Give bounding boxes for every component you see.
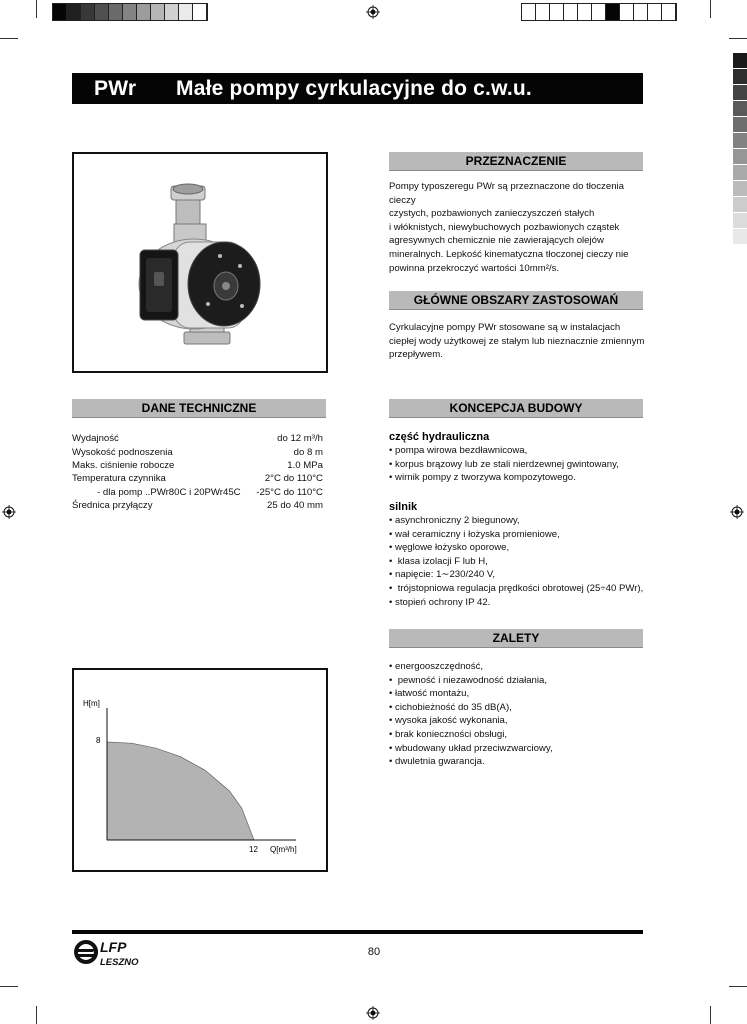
list-item: • wirnik pompy z tworzywa kompozytowego. bbox=[389, 471, 659, 485]
text-line: powinna przekroczyć wartości 10mm²/s. bbox=[389, 262, 560, 274]
list-item: • pewność i niezawodność działania, bbox=[389, 674, 649, 688]
list-item: • łatwość montażu, bbox=[389, 687, 649, 701]
spec-row bbox=[72, 499, 323, 513]
zalety-list bbox=[389, 660, 649, 769]
list-item: • wał ceramiczny i łożyska promieniowe, bbox=[389, 528, 659, 542]
spec-row bbox=[72, 486, 323, 500]
crop-mark bbox=[0, 986, 18, 987]
crop-mark bbox=[0, 38, 18, 39]
crop-mark bbox=[710, 0, 711, 18]
spec-value: do 8 m bbox=[293, 447, 323, 458]
section-heading-zastosowania: GŁÓWNE OBSZARY ZASTOSOWAŃ bbox=[389, 291, 643, 310]
spec-value: 25 do 40 mm bbox=[267, 500, 323, 511]
spec-label: Wydajność bbox=[72, 433, 119, 444]
x-tick-label: 12 bbox=[249, 845, 258, 854]
section-heading-dane-techniczne: DANE TECHNICZNE bbox=[72, 399, 326, 418]
y-tick-label: 8 bbox=[96, 736, 101, 745]
spec-value: 1.0 MPa bbox=[287, 460, 323, 471]
text-line: mineralnych. Lepkość kinematyczna tłoczonej cieczy nie bbox=[389, 248, 629, 260]
x-axis-label: Q[m³/h] bbox=[270, 845, 297, 854]
subheading-silnik: silnik bbox=[389, 501, 418, 513]
list-item: • cichobieżność do 35 dB(A), bbox=[389, 701, 649, 715]
list-item: • brak konieczności obsługi, bbox=[389, 728, 649, 742]
spec-value: 2°C do 110°C bbox=[264, 473, 323, 484]
section-heading-zalety: ZALETY bbox=[389, 629, 643, 648]
performance-chart bbox=[74, 670, 326, 870]
hydraulika-list bbox=[389, 444, 659, 485]
list-item: • korpus brązowy lub ze stali nierdzewnej gwintowany, bbox=[389, 458, 659, 472]
crop-mark bbox=[729, 38, 747, 39]
performance-area bbox=[107, 742, 254, 840]
text-line: ciepłej wody użytkowej ze stałym lub nieznacznie zmiennym bbox=[389, 335, 645, 347]
list-item: • stopień ochrony IP 42. bbox=[389, 596, 659, 610]
spec-value: do 12 m³/h bbox=[277, 433, 323, 444]
zastosowania-text bbox=[389, 321, 649, 362]
footer-rule bbox=[72, 930, 643, 934]
list-item: • węglowe łożysko oporowe, bbox=[389, 541, 659, 555]
list-item: • wbudowany układ przeciwzwarciowy, bbox=[389, 742, 649, 756]
crop-mark bbox=[729, 986, 747, 987]
page-number: 80 bbox=[367, 946, 381, 958]
registration-mark-icon bbox=[366, 1006, 380, 1020]
przeznaczenie-text bbox=[389, 180, 649, 275]
text-line: czystych, pozbawionych zanieczyszczeń stałych bbox=[389, 208, 595, 220]
series-code: PWr bbox=[94, 77, 137, 100]
list-item: • asynchroniczny 2 biegunowy, bbox=[389, 514, 659, 528]
text-line: przepływem. bbox=[389, 349, 443, 361]
spec-label: Wysokość podnoszenia bbox=[72, 447, 173, 458]
y-axis-label: H[m] bbox=[83, 699, 100, 708]
pump-image bbox=[74, 154, 326, 371]
text-line: i włóknistych, niewybuchowych pozbawionych cząstek bbox=[389, 221, 620, 233]
spec-row bbox=[72, 472, 323, 486]
performance-chart-frame bbox=[72, 668, 328, 872]
section-heading-przeznaczenie: PRZEZNACZENIE bbox=[389, 152, 643, 171]
crop-mark bbox=[36, 1006, 37, 1024]
color-calibration-bar-right bbox=[521, 3, 677, 21]
list-item: • wysoka jakość wykonania, bbox=[389, 714, 649, 728]
page-title-bar bbox=[72, 73, 643, 131]
logo-text-bottom: LESZNO bbox=[100, 957, 139, 968]
crop-mark bbox=[710, 1006, 711, 1024]
spec-label: Średnica przyłączy bbox=[72, 500, 153, 511]
spec-row bbox=[72, 459, 323, 473]
color-calibration-bar-left bbox=[52, 3, 208, 21]
list-item: • trójstopniowa regulacja prędkości obrotowej (25÷40 PWr), bbox=[389, 582, 659, 596]
company-logo bbox=[72, 937, 156, 969]
spec-label: Maks. ciśnienie robocze bbox=[72, 460, 175, 471]
list-item: • klasa izolacji F lub H, bbox=[389, 555, 659, 569]
spec-value: -25°C do 110°C bbox=[256, 487, 323, 498]
list-item: • dwuletnia gwarancja. bbox=[389, 755, 649, 769]
page-title: Małe pompy cyrkulacyjne do c.w.u. jednofazowe bbox=[176, 77, 532, 131]
text-line: Cyrkulacyjne pompy PWr stosowane są w instalacjach bbox=[389, 322, 621, 333]
logo-text-top: LFP bbox=[100, 939, 127, 955]
silnik-list bbox=[389, 514, 659, 609]
registration-mark-icon bbox=[2, 505, 16, 519]
list-item: • napięcie: 1∼230/240 V, bbox=[389, 568, 659, 582]
text-line: agresywnych chemicznie nie zawierających olejów bbox=[389, 235, 604, 247]
list-item: • pompa wirowa bezdławnicowa, bbox=[389, 444, 659, 458]
subheading-hydraulika: część hydrauliczna bbox=[389, 431, 490, 443]
product-photo-frame bbox=[72, 152, 328, 373]
registration-mark-icon bbox=[730, 505, 744, 519]
text-line: Pompy typoszeregu PWr są przeznaczone do tłoczenia cieczy bbox=[389, 181, 624, 206]
crop-mark bbox=[36, 0, 37, 18]
spec-row bbox=[72, 432, 323, 446]
section-heading-koncepcja: KONCEPCJA BUDOWY bbox=[389, 399, 643, 418]
spec-label: Temperatura czynnika bbox=[72, 473, 166, 484]
section-tab-strip bbox=[733, 53, 747, 245]
list-item: • energooszczędność, bbox=[389, 660, 649, 674]
spec-row bbox=[72, 446, 323, 460]
registration-mark-icon bbox=[366, 5, 380, 19]
spec-label: - dla pomp ..PWr80C i 20PWr45C bbox=[97, 487, 241, 498]
